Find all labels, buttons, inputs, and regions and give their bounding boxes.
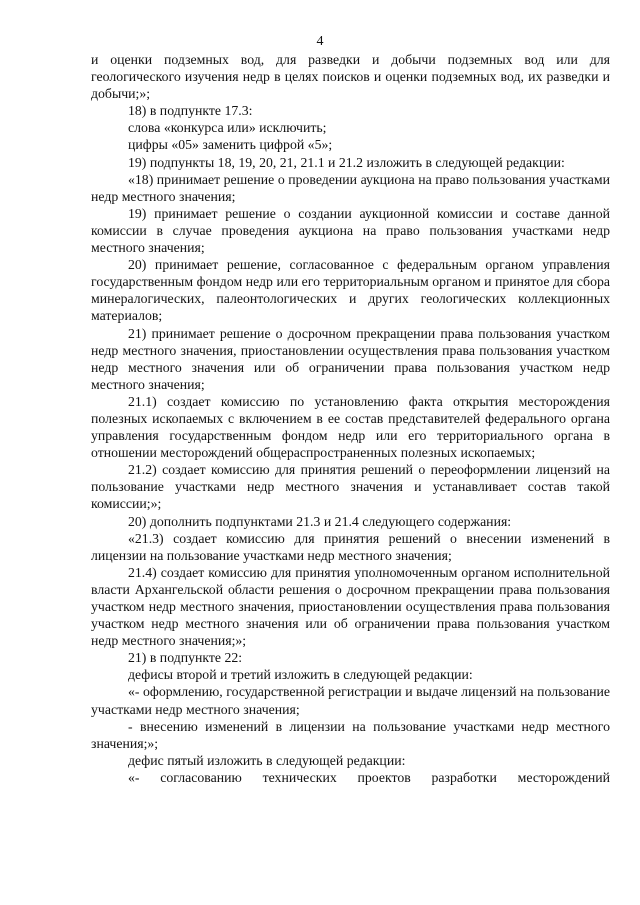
paragraph: 21) принимает решение о досрочном прекращении права пользования участком недр местного значения, приостановлении осуществления права пользования участком недр местного значения или об ограничении права пользования участком недр местного значения; (91, 325, 610, 392)
paragraph: «18) принимает решение о проведении аукциона на право пользования участками недр местного значения; (91, 171, 610, 204)
paragraph: 19) принимает решение о создании аукционной комиссии и составе данной комиссии в случае проведения аукциона на право пользования участками недр местного значения; (91, 205, 610, 256)
paragraph: «- согласованию технических проектов разработки месторождений (128, 769, 610, 785)
paragraph: 21.1) создает комиссию по установлению факта открытия месторождения полезных ископаемых с включением в ее состав представителей федерального органа управления государственным фондом недр или его территориального органа в отношении месторождений общераспространенных полезных ископаемых; (91, 393, 610, 461)
paragraph: 20) принимает решение, согласованное с федеральным органом управления государственным фондом недр или его территориальным органом и принятое для сбора минералогических, палеонтологических и других геологических коллекционных материалов; (91, 257, 610, 324)
paragraph: - внесению изменений в лицензии на пользование участками недр местного значения;»; (91, 718, 610, 751)
document-body (91, 51, 610, 786)
paragraph: цифры «05» заменить цифрой «5»; (128, 137, 333, 153)
paragraph: 21.2) создает комиссию для принятия решений о переоформлении лицензий на пользование участками недр местного значения и устанавливает состав такой комиссии;»; (91, 462, 610, 512)
paragraph: дефисы второй и третий изложить в следующей редакции: (128, 667, 473, 683)
paragraph: 21) в подпункте 22: (128, 650, 243, 666)
paragraph: 20) дополнить подпунктами 21.3 и 21.4 следующего содержания: (128, 513, 512, 529)
paragraph: «- оформлению, государственной регистрации и выдаче лицензий на пользование участками недр местного значения; (91, 684, 610, 717)
page-number: 4 (316, 34, 324, 49)
paragraph: дефис пятый изложить в следующей редакции: (128, 752, 406, 768)
paragraph: слова «конкурса или» исключить; (128, 120, 327, 136)
paragraph: 18) в подпункте 17.3: (128, 103, 253, 119)
paragraph: 19) подпункты 18, 19, 20, 21, 21.1 и 21.2 изложить в следующей редакции: (128, 154, 565, 170)
paragraph: и оценки подземных вод, для разведки и добычи подземных вод или для геологического изучения недр в целях поисков и оценки подземных вод, их разведки и добычи;»; (91, 52, 610, 102)
paragraph: «21.3) создает комиссию для принятия решений о внесении изменений в лицензии на пользование участками недр местного значения; (91, 530, 610, 563)
paragraph: 21.4) создает комиссию для принятия уполномоченным органом исполнительной власти Архангельской области решения о досрочном прекращении права пользования участком недр местного значения, приостановлении осуществления права пользования участком недр местного значения или об ограничении права пользования участком недр местного значения;»; (91, 564, 610, 649)
